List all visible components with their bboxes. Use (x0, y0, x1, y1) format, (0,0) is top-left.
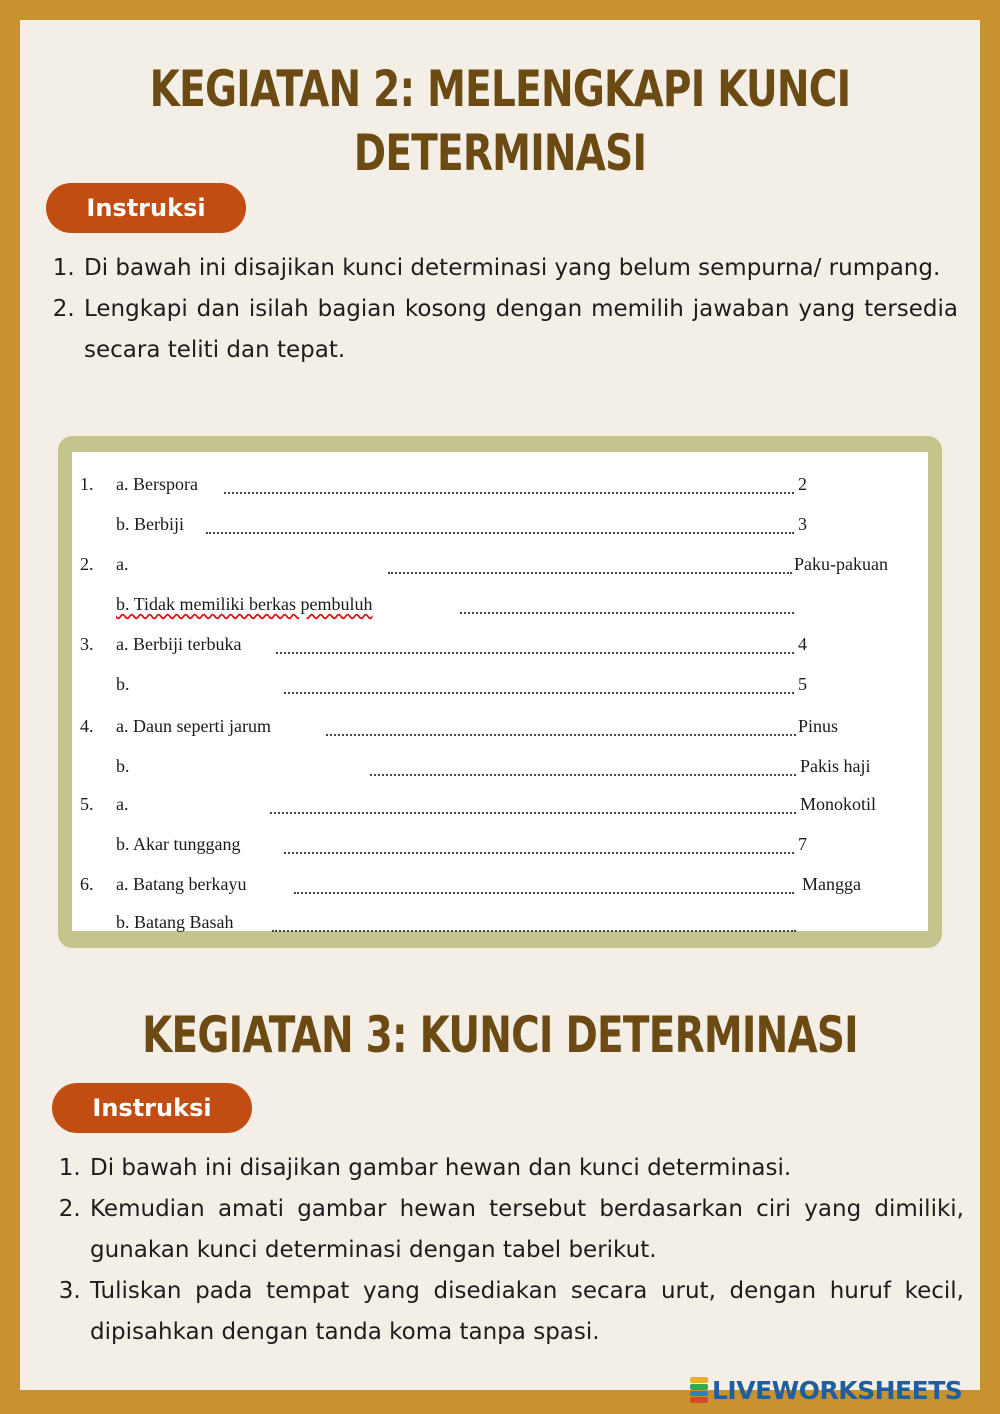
instruction-item: 1. Di bawah ini disajikan gambar hewan dan kunci determinasi. (88, 1148, 964, 1189)
key-result: 4 (798, 634, 807, 654)
key-result: Pinus (798, 716, 839, 736)
liveworksheets-logo-icon (690, 1377, 708, 1403)
key-row: 1. a. Berspora 2 (80, 474, 807, 494)
instruction-item: 2. Kemudian amati gambar hewan tersebut berdasarkan ciri yang dimiliki, gunakan kunci determinasi dengan tabel berikut. (88, 1189, 964, 1271)
worksheet-page (20, 20, 980, 1390)
instruction-badge-1: Instruksi (46, 183, 246, 233)
instruction-item: 1. Di bawah ini disajikan kunci determinasi yang belum sempurna/ rumpang. (82, 248, 958, 289)
key-row: b. Tidak memiliki berkas pembuluh (72, 594, 928, 624)
key-result: 3 (798, 514, 807, 534)
key-row: b. 5 (116, 674, 807, 694)
key-result: 7 (798, 834, 807, 854)
instruction-item: 2. Lengkapi dan isilah bagian kosong dengan memilih jawaban yang tersedia secara teliti dan tepat. (82, 289, 958, 371)
key-row: 4. a. Daun seperti jarum Pinus (80, 716, 839, 736)
determination-key-table (72, 452, 928, 931)
key-row: 5. a. Monokotil (80, 794, 877, 814)
liveworksheets-logo-text: LIVEWORKSHEETS (712, 1375, 963, 1405)
liveworksheets-logo (690, 1375, 962, 1405)
section1-title-line2: DETERMINASI (353, 124, 647, 182)
determination-key-frame (58, 436, 942, 948)
key-result: 2 (798, 474, 807, 494)
key-row: b. Akar tunggang 7 (116, 834, 807, 854)
key-result: Paku-pakuan (794, 554, 888, 574)
key-row: b. Batang Basah (72, 912, 928, 942)
key-row: 6. a. Batang berkayu Mangga (80, 874, 861, 894)
key-row: 3. a. Berbiji terbuka 4 (80, 634, 807, 654)
key-result: 5 (798, 674, 807, 694)
key-row: b. Pakis haji (116, 756, 871, 776)
key-row: b. Berbiji 3 (116, 514, 807, 534)
section1-instructions (42, 248, 958, 371)
key-result: Mangga (802, 874, 861, 894)
instruction-badge-2: Instruksi (52, 1083, 252, 1133)
key-result: Monokotil (800, 794, 877, 814)
section2-title: KEGIATAN 3: KUNCI DETERMINASI (142, 1006, 858, 1064)
key-result: Pakis haji (800, 756, 871, 776)
section2-instructions (48, 1148, 964, 1353)
key-row: 2. a. Paku-pakuan (80, 554, 888, 574)
instruction-item: 3. Tuliskan pada tempat yang disediakan secara urut, dengan huruf kecil, dipisahkan dengan tanda koma tanpa spasi. (88, 1271, 964, 1353)
section1-title-line1: KEGIATAN 2: MELENGKAPI KUNCI (149, 60, 851, 118)
